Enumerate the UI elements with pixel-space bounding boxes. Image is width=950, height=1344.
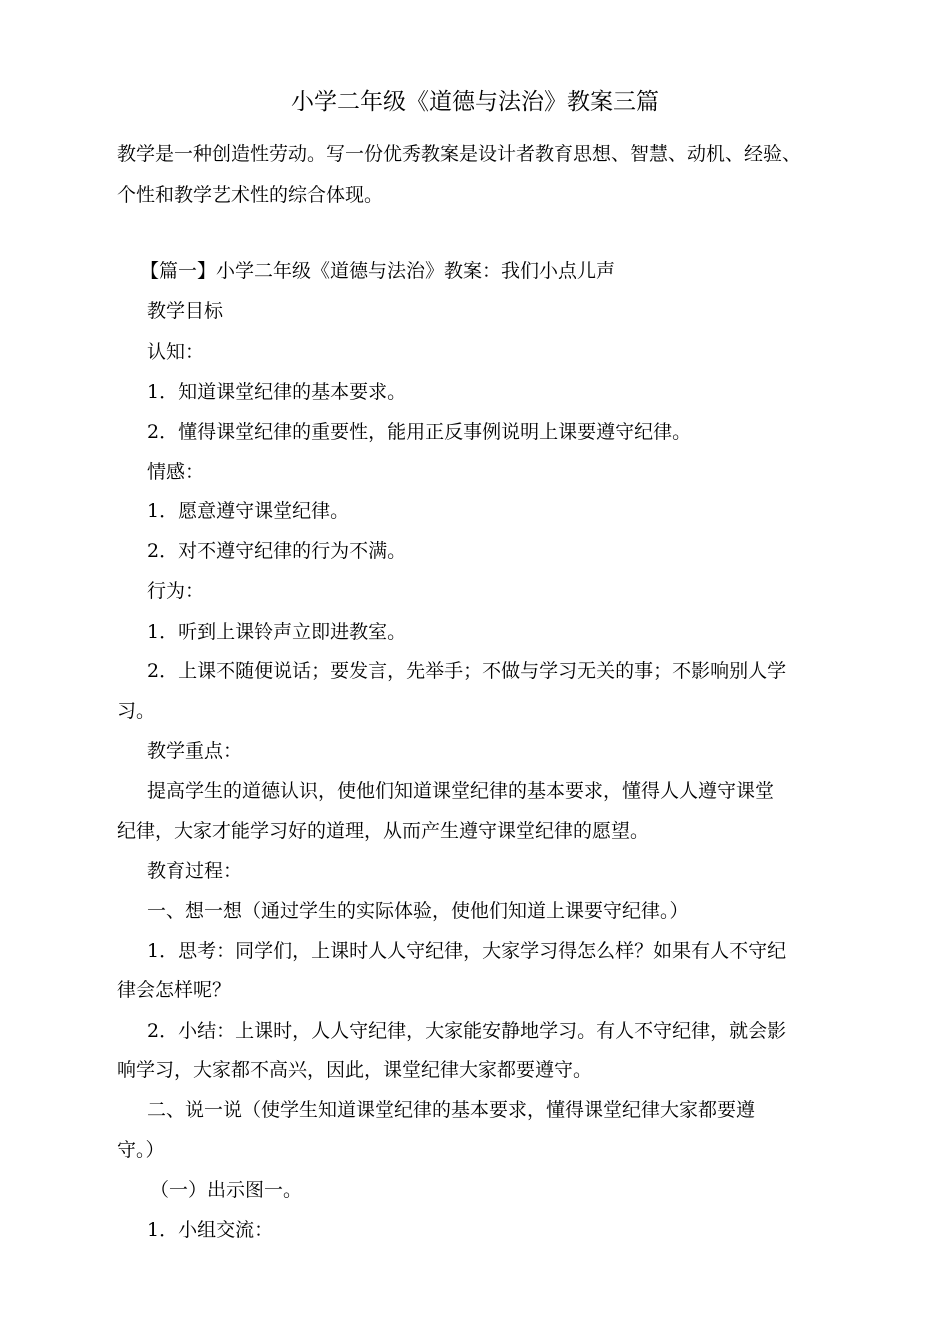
body-line: 1．小组交流：: [147, 1219, 274, 1241]
body-line: 认知：: [147, 341, 205, 363]
body-line: 响学习，大家都不高兴，因此，课堂纪律大家都要遵守。: [117, 1059, 593, 1081]
body-line: 1．思考：同学们，上课时人人守纪律，大家学习得怎么样？如果有人不守纪: [147, 940, 787, 962]
body-line: （一）出示图一。: [150, 1179, 303, 1201]
body-line: 教学重点：: [147, 740, 243, 762]
body-line: 2．小结：上课时，人人守纪律，大家能安静地学习。有人不守纪律，就会影: [147, 1020, 787, 1042]
body-line: 1．知道课堂纪律的基本要求。: [147, 381, 407, 403]
body-line: 教育过程：: [147, 860, 243, 882]
intro-line: 教学是一种创造性劳动。写一份优秀教案是设计者教育思想、智慧、动机、经验、: [117, 143, 802, 165]
document-title: 小学二年级《道德与法治》教案三篇: [291, 89, 659, 115]
body-line: 1．听到上课铃声立即进教室。: [147, 621, 407, 643]
body-line: 律会怎样呢？: [117, 979, 232, 1001]
body-line: 情感：: [147, 461, 205, 483]
body-line: 2．懂得课堂纪律的重要性，能用正反事例说明上课要遵守纪律。: [147, 421, 692, 443]
body-line: 2．上课不随便说话；要发言，先举手；不做与学习无关的事；不影响别人学: [147, 660, 787, 682]
intro-line: 个性和教学艺术性的综合体现。: [117, 184, 384, 206]
body-line: 守。）: [117, 1139, 165, 1161]
body-line: 2．对不遵守纪律的行为不满。: [147, 540, 407, 562]
body-line: 纪律，大家才能学习好的道理，从而产生遵守课堂纪律的愿望。: [117, 820, 650, 842]
body-line: 习。: [117, 700, 156, 722]
body-line: 一、想一想（通过学生的实际体验，使他们知道上课要守纪律。）: [147, 900, 689, 922]
body-line: 1．愿意遵守课堂纪律。: [147, 500, 350, 522]
body-line: 教学目标: [147, 300, 224, 322]
section-heading: 【篇一】小学二年级《道德与法治》教案：我们小点儿声: [140, 260, 616, 282]
body-line: 提高学生的道德认识，使他们知道课堂纪律的基本要求，懂得人人遵守课堂: [147, 780, 775, 802]
body-line: 二、说一说（使学生知道课堂纪律的基本要求，懂得课堂纪律大家都要遵: [147, 1099, 756, 1121]
body-line: 行为：: [147, 580, 205, 602]
